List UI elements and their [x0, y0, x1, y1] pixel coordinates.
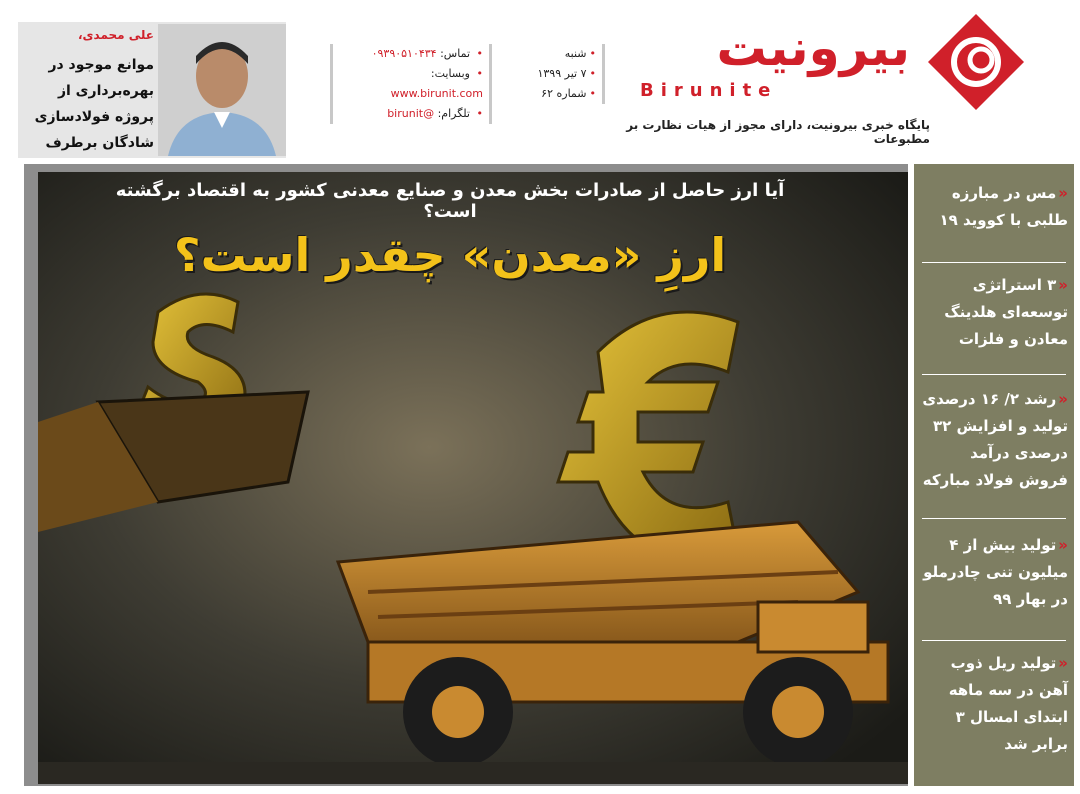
- sidebar-item-2[interactable]: [918, 272, 1068, 361]
- sidebar-item-label: تولید ریل ذوب آهن در سه ماهه ابتدای امسال ۳ برابر شد: [948, 654, 1068, 753]
- sidebar-item-label: مس در مبارزه طلبی با کووید ۱۹: [939, 184, 1068, 229]
- issue-info: [520, 44, 605, 104]
- contact-phone-row: [339, 44, 483, 64]
- contact-phone[interactable]: ۰۹۳۹۰۵۱۰۴۳۴: [371, 47, 437, 60]
- chevron-left-icon: «: [1058, 654, 1068, 672]
- main-subheadline[interactable]: آیا ارز حاصل از صادرات بخش معدن و صنایع معدنی کشور به اقتصاد برگشته است؟: [115, 180, 785, 222]
- issue-date: • ۷ تیر ۱۳۹۹: [520, 64, 596, 84]
- contact-telegram-label: تلگرام:: [437, 107, 470, 120]
- chevron-left-icon: «: [1058, 184, 1068, 202]
- contact-website-link[interactable]: www.birunit.com: [390, 87, 483, 100]
- sidebar-divider: [922, 640, 1066, 641]
- sidebar-item-5[interactable]: [918, 650, 1068, 766]
- contact-info: [330, 44, 492, 124]
- contact-telegram-link[interactable]: @birunit: [387, 107, 435, 120]
- issue-day: • شنبه: [520, 44, 596, 64]
- contact-website-row: [339, 64, 483, 104]
- sidebar-item-3[interactable]: [918, 386, 1068, 502]
- brand-name-en: Birunite: [640, 80, 778, 101]
- sidebar-item-label: رشد ۲/ ۱۶ درصدی تولید و افزایش ۳۲ درصدی درآمد فروش فولاد مبارکه: [922, 390, 1068, 489]
- brand-logo[interactable]: [926, 12, 1026, 112]
- chevron-left-icon: «: [1058, 276, 1068, 294]
- issue-number: • شماره ۶۲: [520, 84, 596, 104]
- brand-name-fa: بیرونیت: [716, 19, 910, 77]
- contact-telegram-row: [339, 104, 483, 124]
- sidebar-divider: [922, 518, 1066, 519]
- sidebar-item-4[interactable]: [918, 532, 1068, 621]
- chevron-left-icon: «: [1058, 390, 1068, 408]
- contact-phone-label: تماس:: [440, 47, 470, 60]
- chevron-left-icon: «: [1058, 536, 1068, 554]
- sidebar-item-label: ۳ استراتژی توسعه‌ای هلدینگ معادن و فلزات: [944, 276, 1068, 348]
- note-title[interactable]: موانع موجود در بهره‌برداری از پروژه فولادسازی شادگان برطرف: [34, 57, 154, 151]
- author-photo: [158, 24, 286, 156]
- sidebar-item-label: تولید بیش از ۴ میلیون تنی چادرملو در بهار ۹۹: [923, 536, 1068, 608]
- contact-website-label: وبسایت:: [430, 67, 470, 80]
- main-headline[interactable]: ارزِ «معدن» چقدر است؟: [173, 228, 727, 282]
- note-author: علی محمدی،: [77, 28, 154, 42]
- brand-tagline: پایگاه خبری بیرونیت، دارای مجوز از هیات نظارت بر مطبوعات: [626, 118, 930, 146]
- sidebar-divider: [922, 262, 1066, 263]
- sidebar-item-1[interactable]: [918, 180, 1068, 242]
- sidebar-divider: [922, 374, 1066, 375]
